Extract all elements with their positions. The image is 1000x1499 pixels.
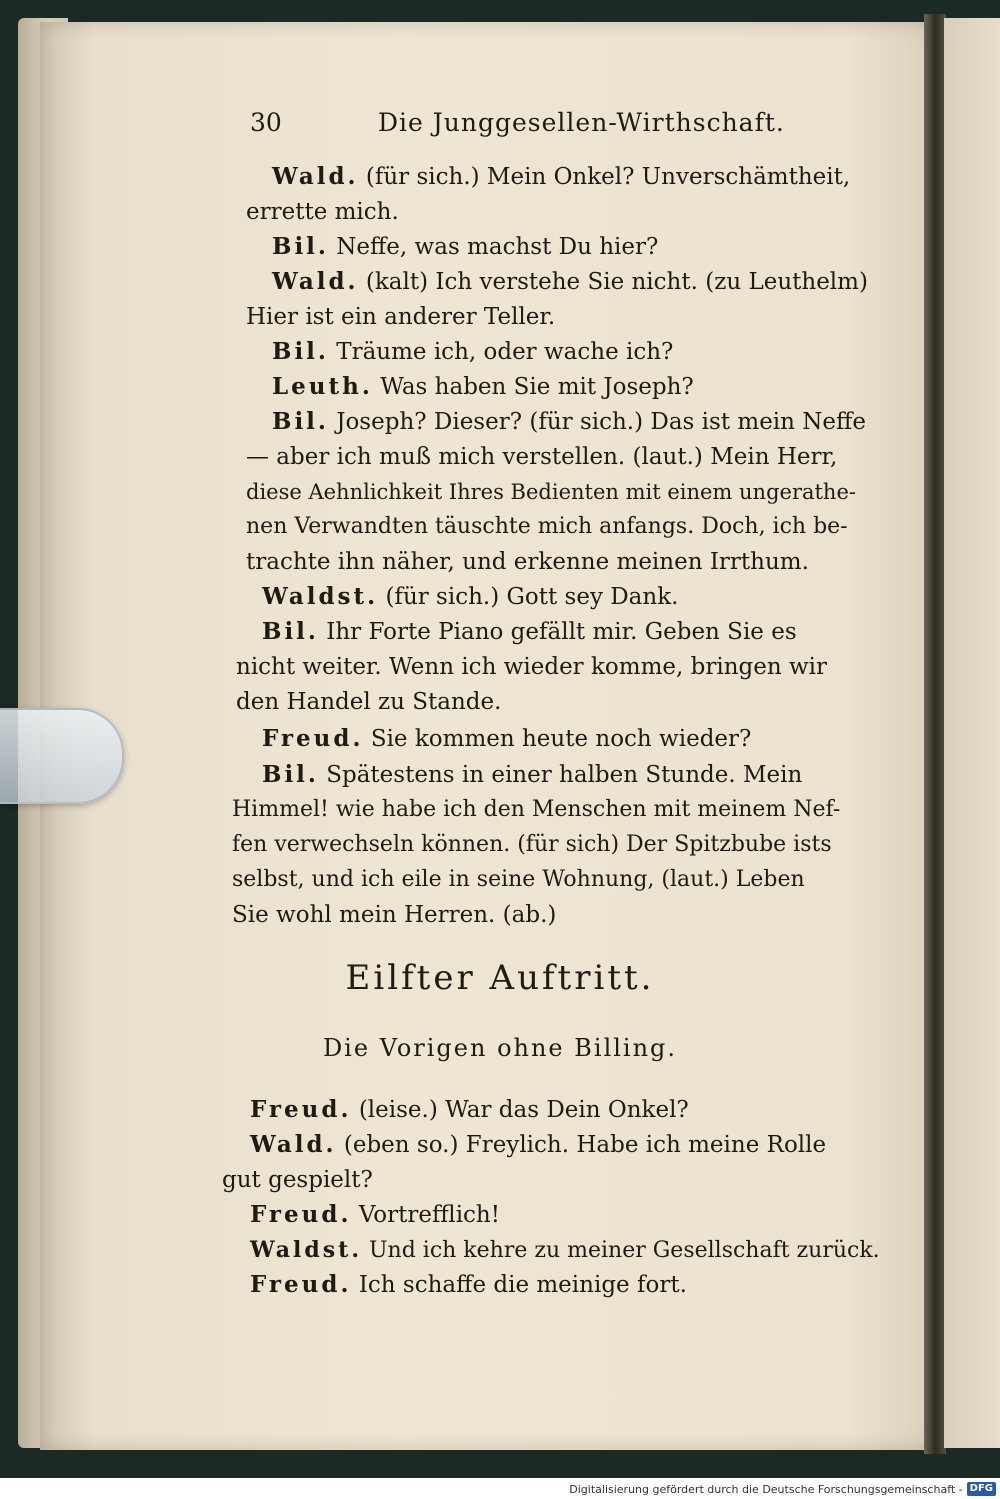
dialogue-line: [272, 337, 673, 367]
line-text: diese Aehnlichkeit Ihres Bedienten mit einem ungerathe-: [246, 480, 856, 504]
dialogue-line: [232, 795, 840, 825]
line-text: Sie kommen heute noch wieder?: [370, 726, 752, 752]
speaker: Bil.: [262, 761, 319, 788]
speaker: Freud.: [262, 725, 364, 752]
line-text: Was haben Sie mit Joseph?: [380, 374, 694, 400]
dialogue-line: [272, 267, 868, 297]
line-text: errette mich.: [246, 199, 399, 225]
scene-subtitle: Die Vorigen ohne Billing.: [322, 1034, 678, 1062]
dialogue-line: [272, 232, 658, 262]
speaker: Bil.: [262, 618, 319, 645]
line-text: (leise.) War das Dein Onkel?: [358, 1097, 689, 1123]
speaker: Waldst.: [250, 1237, 362, 1263]
line-text: gut gespielt?: [222, 1167, 373, 1193]
speaker: Freud.: [250, 1201, 352, 1228]
dialogue-line: [246, 197, 399, 227]
dialogue-line: [232, 830, 832, 860]
dialogue-line: [250, 1235, 880, 1266]
dialogue-line: [246, 477, 856, 507]
line-text: selbst, und ich eile in seine Wohnung, (laut.) Leben: [232, 867, 805, 892]
dialogue-line: [222, 1165, 373, 1195]
line-text: trachte ihn näher, und erkenne meinen Irrthum.: [246, 549, 809, 575]
dialogue-line: [236, 652, 827, 682]
dialogue-line: [250, 1095, 689, 1125]
line-text: Ich schaffe die meinige fort.: [358, 1272, 687, 1298]
dialogue-line: [236, 687, 501, 717]
dialogue-line: [262, 760, 802, 790]
footer-text: Digitalisierung gefördert durch die Deutsche Forschungsgemeinschaft -: [569, 1482, 963, 1496]
speaker: Wald.: [272, 163, 359, 190]
line-text: den Handel zu Stande.: [236, 689, 502, 715]
line-text: Ihr Forte Piano gefällt mir. Geben Sie es: [326, 619, 797, 645]
line-text: Vortrefflich!: [358, 1202, 500, 1228]
dialogue-line: [272, 372, 694, 402]
dialogue-line: [262, 617, 797, 647]
line-text: (eben so.) Freylich. Habe ich meine Rolle: [343, 1132, 827, 1158]
line-text: Und ich kehre zu meiner Gesellschaft zurück.: [369, 1238, 880, 1263]
line-text: Hier ist ein anderer Teller.: [246, 304, 556, 330]
dialogue-line: [250, 1200, 500, 1230]
dfg-logo: DFG: [967, 1482, 996, 1496]
dialogue-line: [272, 407, 866, 437]
dialogue-line: [262, 582, 678, 612]
dialogue-line: [232, 865, 805, 895]
line-text: nen Verwandten täuschte mich anfangs. Doch, ich be-: [246, 514, 848, 539]
speaker: Waldst.: [262, 583, 379, 610]
line-text: Himmel! wie habe ich den Menschen mit meinem Nef-: [232, 797, 841, 822]
dialogue-line: [250, 1130, 826, 1160]
dialogue-line: [246, 512, 848, 542]
speaker: Leuth.: [272, 373, 373, 400]
dialogue-line: [246, 302, 555, 332]
line-text: nicht weiter. Wenn ich wieder komme, bringen wir: [236, 654, 828, 680]
dialogue-line: [232, 900, 556, 930]
running-head: Die Junggesellen-Wirthschaft.: [378, 108, 785, 137]
speaker: Wald.: [250, 1131, 337, 1158]
dialogue-line: [246, 442, 837, 472]
line-text: (für sich.) Mein Onkel? Unverschämtheit,: [365, 164, 851, 190]
speaker: Freud.: [250, 1271, 352, 1298]
line-text: (für sich.) Gott sey Dank.: [385, 584, 679, 610]
speaker: Wald.: [272, 268, 359, 295]
footer-credit: [569, 1481, 996, 1497]
line-text: — aber ich muß mich verstellen. (laut.) Mein Herr,: [246, 444, 838, 470]
scene-title: Eilfter Auftritt.: [345, 958, 655, 998]
line-text: fen verwechseln können. (für sich) Der Spitzbube ists: [232, 832, 832, 857]
line-text: Träume ich, oder wache ich?: [336, 339, 674, 365]
speaker: Freud.: [250, 1096, 352, 1123]
line-text: (kalt) Ich verstehe Sie nicht. (zu Leuthelm): [365, 269, 868, 295]
dialogue-line: [272, 162, 850, 192]
dialogue-line: [250, 1270, 687, 1300]
dialogue-line: [262, 724, 751, 754]
dialogue-line: [246, 547, 809, 577]
speaker: Bil.: [272, 408, 329, 435]
page-clip: [0, 708, 124, 804]
page-number: 30: [250, 108, 282, 137]
line-text: Neffe, was machst Du hier?: [336, 234, 659, 260]
line-text: Joseph? Dieser? (für sich.) Das ist mein Neffe: [336, 409, 866, 435]
line-text: Sie wohl mein Herren. (ab.): [232, 902, 557, 928]
speaker: Bil.: [272, 338, 329, 365]
line-text: Spätestens in einer halben Stunde. Mein: [326, 762, 803, 788]
speaker: Bil.: [272, 233, 329, 260]
